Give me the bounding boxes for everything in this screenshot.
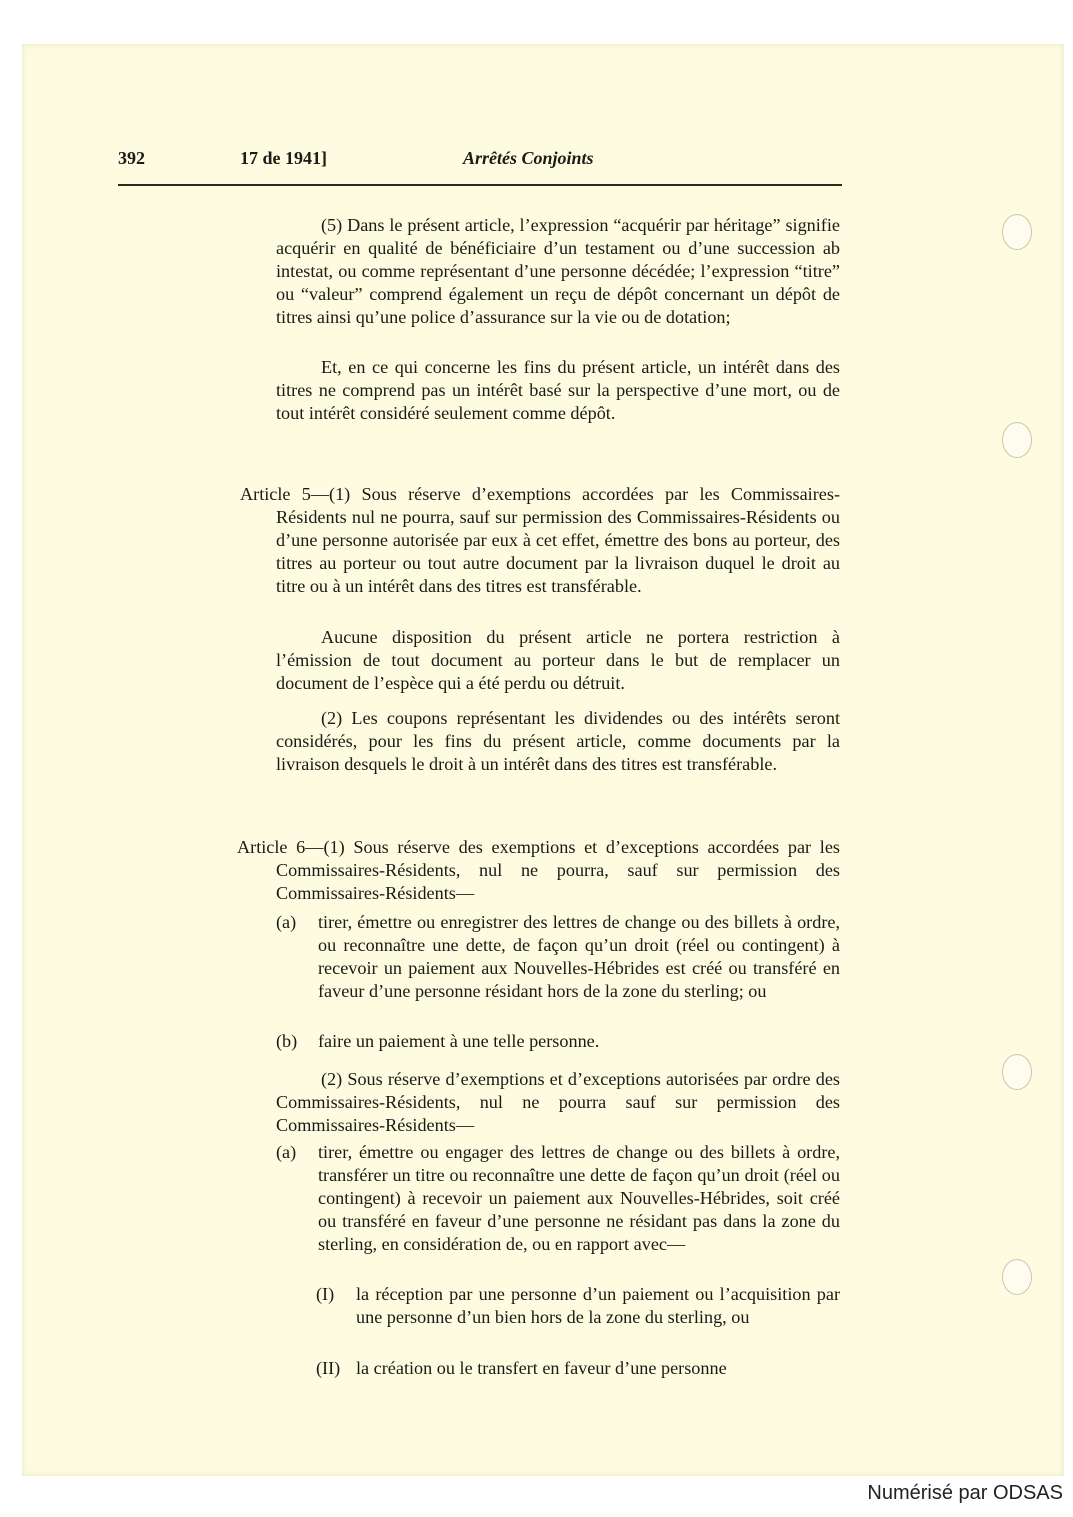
punch-hole: [1002, 1259, 1032, 1295]
item-label: (a): [276, 912, 297, 932]
header-rule: [118, 184, 842, 186]
article-5-1: Article 5—(1) Sous réserve d’exemptions accordées par les Commissaires-Résidents nul ne pourra, sauf sur permission des Commissaires-Résidents ou d’une personne autorisée par eux à cet effet, émettre des bons au porteur, des titres au porteur ou tout autre document par la livraison duquel le droit au titre ou à un intérêt dans des titres est transférable.: [240, 484, 840, 596]
header-title: Arrêtés Conjoints: [463, 148, 594, 168]
page-number: 392: [118, 148, 145, 168]
article-5-2: (2) Les coupons représentant les dividendes ou des intérêts seront considérés, pour les fins du présent article, comme documents par la livraison desquels le droit à un intérêt dans des titres est transférable.: [276, 708, 840, 774]
article-6-1-b: faire un paiement à une telle personne.: [318, 1031, 600, 1051]
article-6-2-a-II: la création ou le transfert en faveur d’une personne: [356, 1358, 727, 1378]
item-label: (b): [276, 1031, 298, 1051]
item-label: (a): [276, 1142, 297, 1162]
paragraph-5: (5) Dans le présent article, l’expression “acquérir par héritage” signifie acquérir en qualité de bénéficiaire d’un testament ou d’une succession ab intestat, ou comme représentant d’une personne décédée; l’expression “titre” ou “valeur” comprend également un reçu de dépôt concernant un dépôt de titres ainsi qu’une police d’assurance sur la vie ou de dotation;: [276, 215, 840, 327]
punch-hole: [1002, 422, 1032, 458]
item-label: (II): [316, 1358, 341, 1378]
article-6-1-a: tirer, émettre ou enregistrer des lettres de change ou des billets à ordre, ou reconnaître une dette, de façon qu’un droit (réel ou contingent) à recevoir un paiement aux Nouvelles-Hébrides est créé ou transféré en faveur d’une personne résidant hors de la zone du sterling; ou: [318, 912, 840, 1001]
article-5-1-continued: Aucune disposition du présent article ne portera restriction à l’émission de tout document au porteur dans le but de remplacer un document de l’espèce qui a été perdu ou détruit.: [276, 627, 840, 693]
header-year: 17 de 1941]: [240, 148, 327, 168]
punch-hole: [1002, 1054, 1032, 1090]
punch-hole: [1002, 214, 1032, 250]
article-6-2: (2) Sous réserve d’exemptions et d’exceptions autorisées par ordre des Commissaires-Résidents, nul ne pourra sauf sur permission des Commissaires-Résidents—: [276, 1069, 840, 1135]
article-6-2-a-I: la réception par une personne d’un paiement ou l’acquisition par une personne d’un bien hors de la zone du sterling, ou: [356, 1284, 840, 1327]
paragraph-5-continued: Et, en ce qui concerne les fins du présent article, un intérêt dans des titres ne comprend pas un intérêt basé sur la perspective d’une mort, ou de tout intérêt considéré seulement comme dépôt.: [276, 357, 840, 423]
article-6-2-a: tirer, émettre ou engager des lettres de change ou des billets à ordre, transférer un titre ou reconnaître une dette de façon qu’un droit (réel ou contingent) à recevoir un paiement aux Nouvelles-Hébrides, soit créé ou transféré en faveur d’une personne ne résidant pas dans la zone du sterling, en considération de, ou en rapport avec—: [318, 1142, 840, 1254]
article-6-1: Article 6—(1) Sous réserve des exemptions et d’exceptions accordées par les Commissaires-Résidents, nul ne pourra, sauf sur permission des Commissaires-Résidents—: [237, 837, 840, 903]
digitization-credit: Numérisé par ODSAS: [867, 1482, 1063, 1504]
item-label: (I): [316, 1284, 335, 1304]
